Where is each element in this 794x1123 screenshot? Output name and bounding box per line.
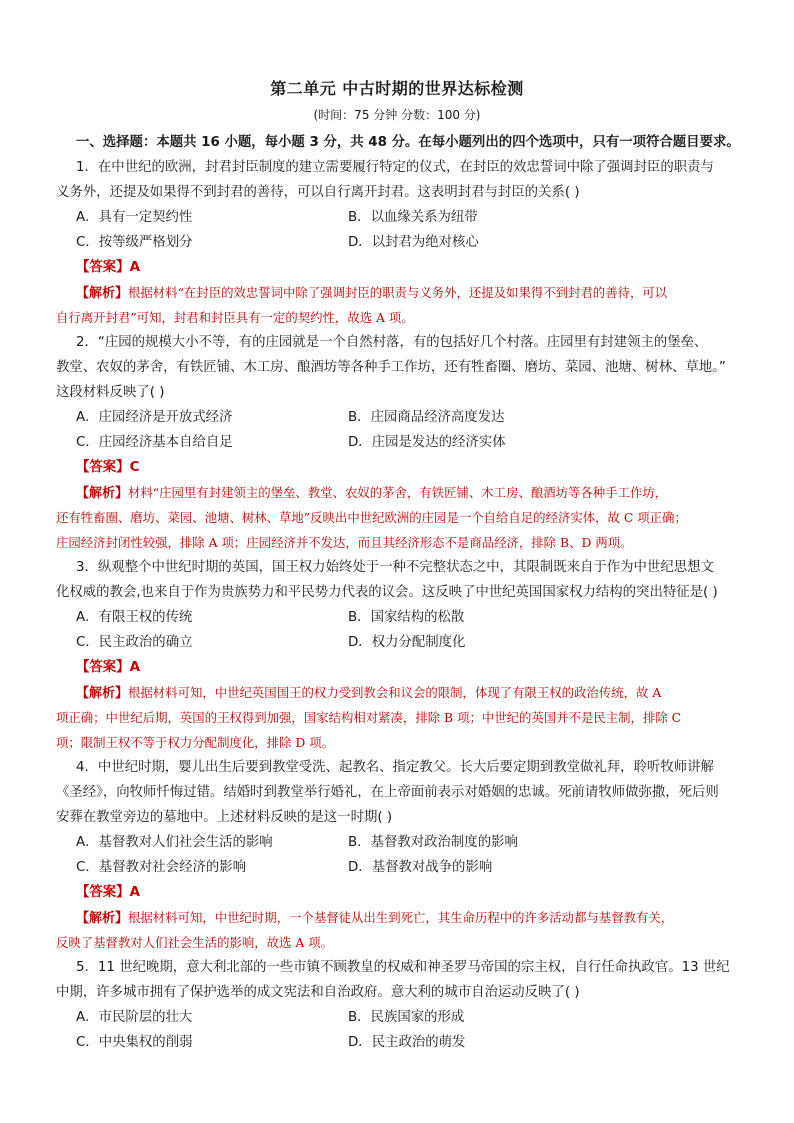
option-row xyxy=(56,1005,744,1030)
option-row xyxy=(56,1030,744,1055)
option-a: A．有限王权的传统 xyxy=(76,610,193,625)
question-stem-line: 2．“庄园的规模大小不等，有的庄园就是一个自然村落，有的包括好几个村落。庄园里有封建领主的堡垒、 xyxy=(76,335,708,350)
question-2 xyxy=(56,330,744,555)
option-c: C．基督教对社会经济的影响 xyxy=(76,860,247,875)
question-stem-line: 1．在中世纪的欧洲，封君封臣制度的建立需要履行特定的仪式，在封臣的效忠誓词中除了强调封臣的职责与 xyxy=(76,160,714,175)
analysis-line: 反映了基督教对人们社会生活的影响，故选 A 项。 xyxy=(56,935,334,950)
option-row xyxy=(56,205,744,230)
question-5 xyxy=(56,955,744,1055)
option-d: D．庄园是发达的经济实体 xyxy=(348,435,506,450)
question-stem-line: 这段材料反映了( ) xyxy=(56,385,165,400)
analysis-line: 还有牲畜圈、磨坊、菜园、池塘、树林、草地”反映出中世纪欧洲的庄园是一个自给自足的经济实体，故 C 项正确； xyxy=(56,510,687,525)
option-a: A．市民阶层的壮大 xyxy=(76,1010,193,1025)
option-b: B．庄园商品经济高度发达 xyxy=(348,410,505,425)
option-c: C．按等级严格划分 xyxy=(76,235,193,250)
answer-value: A xyxy=(129,660,140,675)
analysis-tag: 【解析】 xyxy=(76,486,129,501)
analysis-line: 自行离开封君”可知，封君和封臣具有一定的契约性，故选 A 项。 xyxy=(56,310,414,325)
option-b: B．民族国家的形成 xyxy=(348,1010,465,1025)
option-row xyxy=(56,230,744,255)
option-c: C．庄园经济基本自给自足 xyxy=(76,435,233,450)
answer-value: A xyxy=(129,260,140,275)
answer-tag: 【答案】 xyxy=(76,260,130,275)
analysis-line xyxy=(56,280,744,305)
option-d: D．以封君为绝对核心 xyxy=(348,235,479,250)
answer-tag: 【答案】 xyxy=(76,660,130,675)
analysis-line: 项正确；中世纪后期，英国的王权得到加强，国家结构相对紧凑，排除 B 项；中世纪的英国并不是民主制，排除 C xyxy=(56,710,682,725)
analysis-text: 根据材料可知，中世纪时期，一个基督徒从出生到死亡，其生命历程中的许多活动都与基督教有关， xyxy=(128,910,674,925)
question-3 xyxy=(56,555,744,755)
question-stem-line: 中期，许多城市拥有了保护选举的成文宪法和自治政府。意大利的城市自治运动反映了( ) xyxy=(56,985,580,1000)
question-stem-line: 化权威的教会,也来自于作为贵族势力和平民势力代表的议会。这反映了中世纪英国国家权力结构的突出特征是( ) xyxy=(56,585,718,600)
answer-line xyxy=(56,455,744,480)
option-row xyxy=(56,830,744,855)
question-stem-line: 义务外，还提及如果得不到封君的善待，可以自行离开封君。这表明封君与封臣的关系( ) xyxy=(56,185,580,200)
question-stem-line: 3．纵观整个中世纪时期的英国，国王权力始终处于一种不完整状态之中，其限制既来自于作为中世纪思想文 xyxy=(76,560,714,575)
section-heading: 一、选择题：本题共 16 小题，每小题 3 分，共 48 分。在每小题列出的四个选项中，只有一项符合题目要求。 xyxy=(76,135,740,150)
analysis-line: 项；限制王权不等于权力分配制度化，排除 D 项。 xyxy=(56,735,335,750)
option-row xyxy=(56,605,744,630)
answer-line xyxy=(56,655,744,680)
option-c: C．民主政治的确立 xyxy=(76,635,193,650)
option-c: C．中央集权的削弱 xyxy=(76,1035,193,1050)
answer-value: A xyxy=(129,885,140,900)
option-b: B．以血缘关系为纽带 xyxy=(348,210,478,225)
page-title: 第二单元 中古时期的世界达标检测 xyxy=(270,79,524,98)
analysis-line xyxy=(56,905,744,930)
answer-tag: 【答案】 xyxy=(76,460,130,475)
question-stem-line: 《圣经》，向牧师忏悔过错。结婚时到教堂举行婚礼，在上帝面前表示对婚姻的忠诚。死前请牧师做弥撒，死后则 xyxy=(56,785,719,800)
option-a: A．庄园经济是开放式经济 xyxy=(76,410,233,425)
question-stem-line: 5．11 世纪晚期，意大利北部的一些市镇不顾教皇的权威和神圣罗马帝国的宗主权，自行任命执政官。13 世纪 xyxy=(76,960,730,975)
option-b: B．国家结构的松散 xyxy=(348,610,465,625)
option-d: D．基督教对战争的影响 xyxy=(348,860,493,875)
option-row xyxy=(56,405,744,430)
analysis-line xyxy=(56,480,744,505)
analysis-text: 材料“庄园里有封建领主的堡垒、教堂、农奴的茅舍，有铁匠铺、木工房、酿酒坊等各种手工作坊， xyxy=(128,485,668,500)
answer-value: C xyxy=(129,460,140,475)
option-row xyxy=(56,855,744,880)
question-4 xyxy=(56,755,744,955)
question-stem-line: 安葬在教堂旁边的墓地中。上述材料反映的是这一时期( ) xyxy=(56,810,393,825)
option-a: A．基督教对人们社会生活的影响 xyxy=(76,835,273,850)
option-row xyxy=(56,630,744,655)
question-stem-line: 4．中世纪时期，婴儿出生后要到教堂受洗、起教名、指定教父。长大后要定期到教堂做礼拜，聆听牧师讲解 xyxy=(76,760,714,775)
answer-line xyxy=(56,880,744,905)
analysis-text: 根据材料可知，中世纪英国国王的权力受到教会和议会的限制，体现了有限王权的政治传统，故 A xyxy=(128,685,662,700)
analysis-tag: 【解析】 xyxy=(76,286,129,301)
option-d: D．民主政治的萌发 xyxy=(348,1035,466,1050)
page-subtitle: (时间：75 分钟 分数：100 分) xyxy=(313,108,481,122)
analysis-text: 根据材料“在封臣的效忠誓词中除了强调封臣的职责与义务外，还提及如果得不到封君的善待，可以 xyxy=(128,285,668,300)
document-body xyxy=(56,130,744,1055)
option-a: A．具有一定契约性 xyxy=(76,210,193,225)
question-stem-line: 教堂、农奴的茅舍，有铁匠铺、木工房、酿酒坊等各种手工作坊，还有牲畜圈、磨坊、菜园、池塘、树林、草地。” xyxy=(56,360,726,375)
analysis-tag: 【解析】 xyxy=(76,911,129,926)
answer-tag: 【答案】 xyxy=(76,885,130,900)
analysis-tag: 【解析】 xyxy=(76,686,129,701)
analysis-line xyxy=(56,680,744,705)
option-d: D．权力分配制度化 xyxy=(348,635,466,650)
option-row xyxy=(56,430,744,455)
option-b: B．基督教对政治制度的影响 xyxy=(348,835,518,850)
answer-line xyxy=(56,255,744,280)
analysis-line: 庄园经济封闭性较强，排除 A 项；庄园经济并不发达，而且其经济形态不是商品经济，排除 B、D 两项。 xyxy=(56,535,633,550)
question-1 xyxy=(56,155,744,330)
